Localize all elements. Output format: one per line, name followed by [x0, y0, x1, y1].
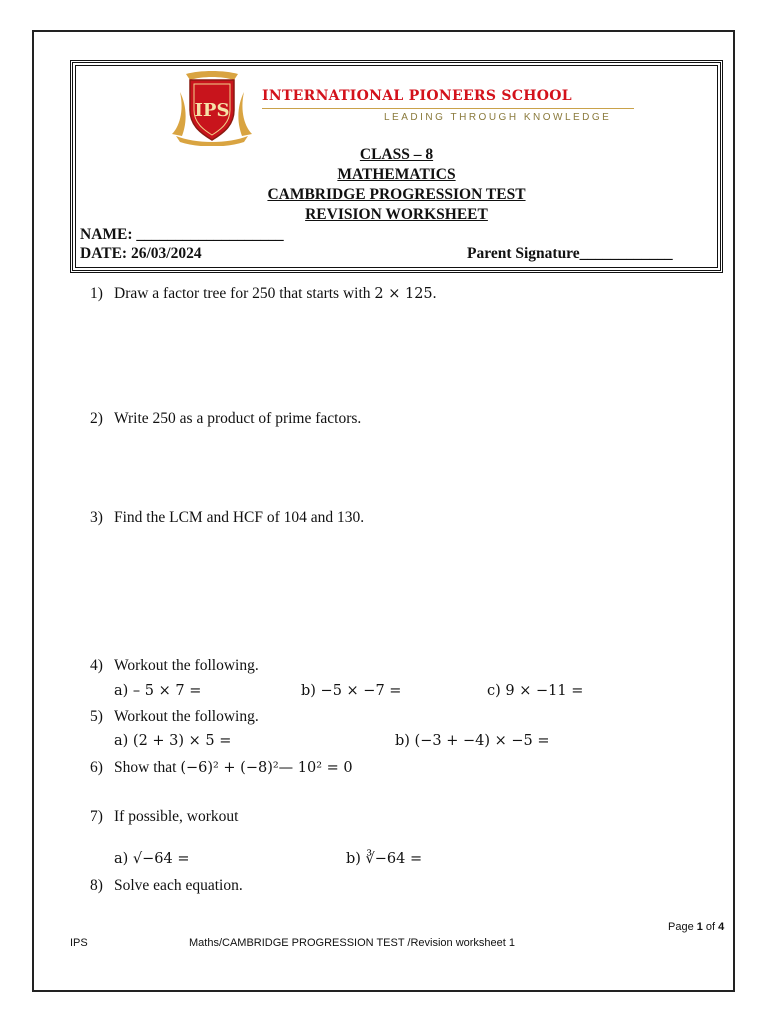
question-math: 2 × 125: [374, 286, 433, 302]
question-number: 1): [90, 285, 103, 302]
question-4-part-b: b) −5 × −7 =: [301, 683, 402, 699]
question-number: 4): [90, 657, 103, 674]
school-crest-logo: [166, 70, 258, 146]
question-5-part-a: a) (2 + 3) × 5 =: [114, 733, 232, 749]
question-6: [90, 759, 353, 777]
question-text: Show that: [114, 759, 181, 776]
parent-signature-field: Parent Signature____________: [467, 245, 673, 262]
question-4-part-a: a) – 5 × 7 =: [114, 683, 202, 699]
class-title: CLASS – 8: [359, 146, 434, 163]
question-4: [90, 657, 259, 675]
question-text: Find the LCM and HCF of 104 and 130.: [114, 509, 365, 526]
question-7: [90, 808, 238, 826]
page-number: Page 1 of 4: [668, 921, 725, 933]
question-text: Workout the following.: [114, 708, 259, 725]
svg-text:IPS: IPS: [194, 100, 230, 121]
worksheet-title: REVISION WORKSHEET: [305, 206, 488, 223]
school-motto: LEADING THROUGH KNOWLEDGE: [384, 112, 612, 123]
question-text: Write 250 as a product of prime factors.: [114, 410, 362, 427]
test-title: CAMBRIDGE PROGRESSION TEST: [267, 186, 526, 203]
question-5: [90, 708, 259, 726]
left-laurel-icon: [172, 92, 186, 136]
date-field: DATE: 26/03/2024: [80, 245, 202, 262]
question-math: (−6)² + (−8)²— 10² = 0: [180, 760, 353, 776]
school-name-divider: [262, 108, 634, 109]
question-number: 8): [90, 877, 103, 894]
question-7-part-b: b) ∛−64 =: [346, 851, 423, 867]
question-text: Solve each equation.: [114, 877, 243, 894]
question-text: Workout the following.: [114, 657, 259, 674]
footer-center: Maths/CAMBRIDGE PROGRESSION TEST /Revision worksheet 1: [189, 937, 516, 949]
subject-title: MATHEMATICS: [337, 166, 456, 183]
question-text: If possible, workout: [114, 808, 239, 825]
right-laurel-icon: [238, 92, 252, 136]
question-2: [90, 410, 361, 428]
question-5-part-b: b) (−3 + −4) × −5 =: [395, 733, 550, 749]
footer-left: IPS: [70, 937, 88, 949]
crown-ribbon-icon: [186, 71, 238, 80]
question-7-part-a: a) √−64 =: [114, 851, 190, 867]
question-number: 7): [90, 808, 103, 825]
question-1: [90, 285, 437, 303]
question-number: 3): [90, 509, 103, 526]
name-field: NAME: ___________________: [80, 226, 284, 243]
school-name: INTERNATIONAL PIONEERS SCHOOL: [262, 88, 572, 104]
question-4-part-c: c) 9 × −11 =: [487, 683, 584, 699]
question-end: .: [432, 285, 437, 302]
question-number: 2): [90, 410, 103, 427]
question-text: Draw a factor tree for 250 that starts with: [114, 285, 375, 302]
question-8: [90, 877, 243, 895]
question-3: [90, 509, 364, 527]
question-number: 5): [90, 708, 103, 725]
question-number: 6): [90, 759, 103, 776]
